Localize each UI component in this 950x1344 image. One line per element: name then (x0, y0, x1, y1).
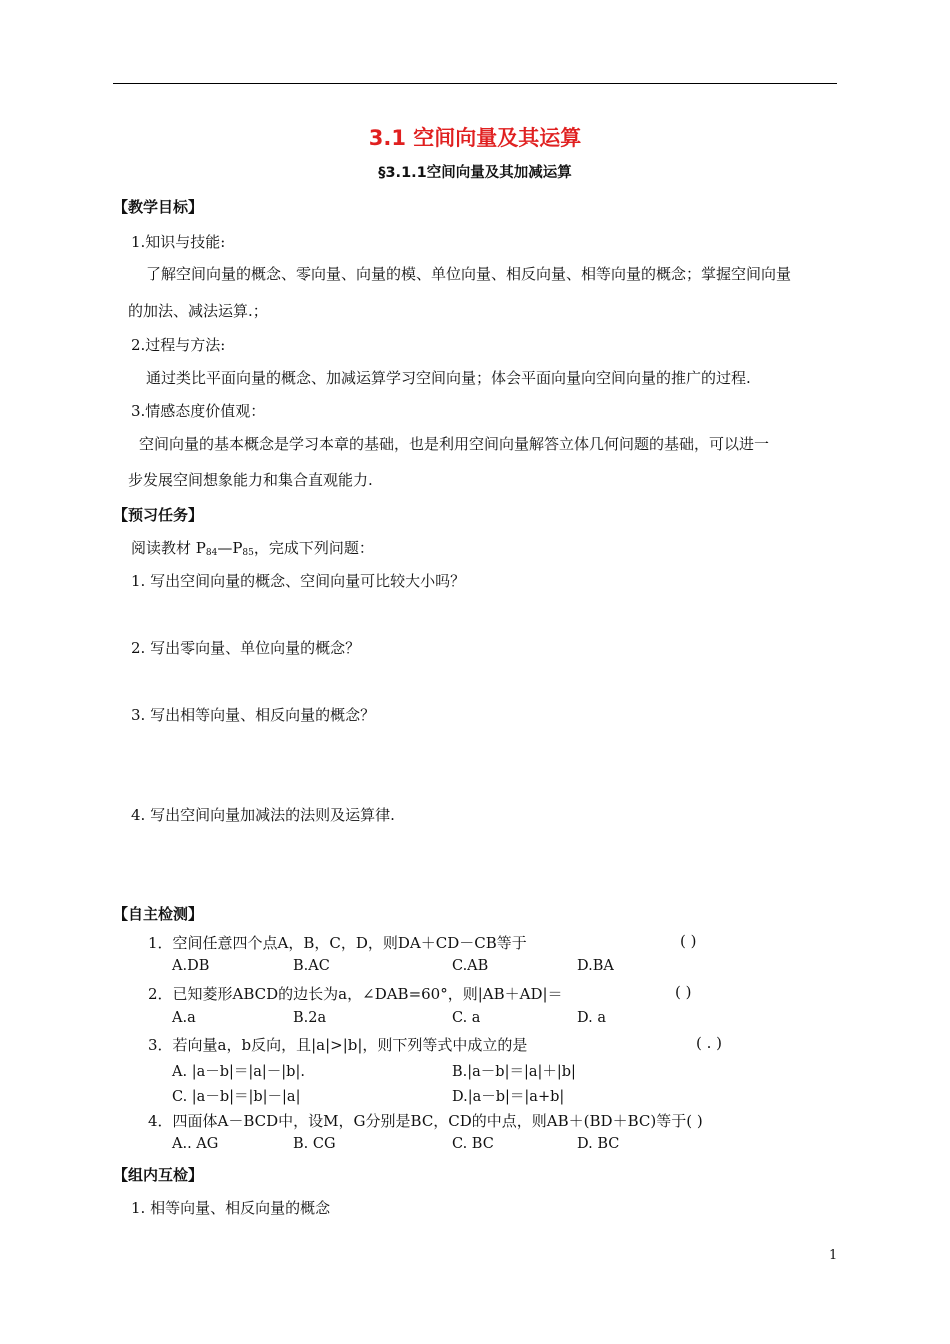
selfcheck-q3-option-a: A. |a－b|＝|a|－|b|. (172, 1064, 305, 1080)
preview-question-3: 3. 写出相等向量、相反向量的概念？ (131, 706, 376, 724)
selfcheck-question-1: 1．空间任意四个点A，B，C，D，则DA＋CD－CB等于 (148, 934, 527, 952)
goal-1-text-line2: 的加法、减法运算.； (128, 302, 268, 320)
preview-intro (131, 537, 374, 558)
selfcheck-q3-option-d: D.|a－b|＝|a+b| (452, 1089, 565, 1105)
selfcheck-q2-option-a: A.a (172, 1010, 196, 1026)
selfcheck-q1-option-d: D.BA (577, 958, 614, 974)
preview-intro-sub2: 85 (242, 548, 254, 558)
page-number: 1 (829, 1248, 838, 1263)
selfcheck-q2-option-b: B.2a (293, 1010, 327, 1026)
preview-question-4: 4. 写出空间向量加减法的法则及运算律. (131, 806, 395, 824)
selfcheck-q1-option-b: B.AC (293, 958, 330, 974)
preview-intro-c: ，完成下列问题： (253, 539, 374, 557)
selfcheck-q4-option-a: A.. AG (172, 1136, 219, 1152)
goal-1-text-line1: 了解空间向量的概念、零向量、向量的模、单位向量、相反向量、相等向量的概念；掌握空间向量 (146, 265, 792, 283)
selfcheck-q4-option-b: B. CG (293, 1136, 336, 1152)
preview-intro-b: —P (217, 539, 243, 557)
selfcheck-q3-option-c: C. |a－b|＝|b|－|a| (172, 1089, 301, 1105)
preview-heading: 【预习任务】 (113, 506, 204, 524)
selfcheck-question-2: 2．已知菱形ABCD的边长为a，∠DAB=60°，则|AB＋AD|＝ (148, 985, 563, 1003)
page-title: 3.1 空间向量及其运算 (368, 126, 582, 150)
selfcheck-q1-option-a: A.DB (172, 958, 210, 974)
selfcheck-q4-option-c: C. BC (452, 1136, 494, 1152)
selfcheck-q2-option-d: D. a (577, 1010, 606, 1026)
group-heading: 【组内互检】 (113, 1166, 204, 1184)
preview-question-1: 1. 写出空间向量的概念、空间向量可比较大小吗？ (131, 572, 466, 590)
goal-3-text-line1: 空间向量的基本概念是学习本章的基础，也是利用空间向量解答立体几何问题的基础，可以进一 (139, 435, 770, 453)
selfcheck-question-1-answer-paren: ( ) (680, 932, 697, 950)
selfcheck-question-3: 3．若向量a，b反向，且|a|>|b|，则下列等式中成立的是 (148, 1036, 528, 1054)
selfcheck-q4-option-d: D. BC (577, 1136, 620, 1152)
selfcheck-q1-option-c: C.AB (452, 958, 489, 974)
goal-2-text: 通过类比平面向量的概念、加减运算学习空间向量；体会平面向量向空间向量的推广的过程. (146, 369, 751, 387)
header-rule (113, 83, 837, 84)
goal-3-label: 3.情感态度价值观： (131, 402, 266, 420)
preview-intro-a: 阅读教材 P (131, 539, 206, 557)
goal-1-label: 1.知识与技能: (131, 233, 226, 251)
goal-3-text-line2: 步发展空间想象能力和集合直观能力. (128, 471, 373, 489)
selfcheck-question-4: 4．四面体A－BCD中，设M，G分别是BC，CD的中点，则AB＋(BD＋BC)等于( ) (148, 1112, 703, 1130)
goal-2-label: 2.过程与方法: (131, 336, 226, 354)
selfcheck-question-2-answer-paren: ( ) (675, 983, 692, 1001)
preview-intro-sub1: 84 (205, 548, 218, 558)
goals-heading: 【教学目标】 (113, 198, 204, 216)
selfcheck-question-3-answer-paren: ( . ) (696, 1034, 723, 1052)
selfcheck-q3-option-b: B.|a－b|＝|a|＋|b| (452, 1064, 576, 1080)
preview-question-2: 2. 写出零向量、单位向量的概念？ (131, 639, 361, 657)
group-question-1: 1. 相等向量、相反向量的概念 (131, 1199, 331, 1217)
selfcheck-heading: 【自主检测】 (113, 905, 204, 923)
page-subtitle: §3.1.1空间向量及其加减运算 (378, 165, 572, 181)
selfcheck-q2-option-c: C. a (452, 1010, 481, 1026)
